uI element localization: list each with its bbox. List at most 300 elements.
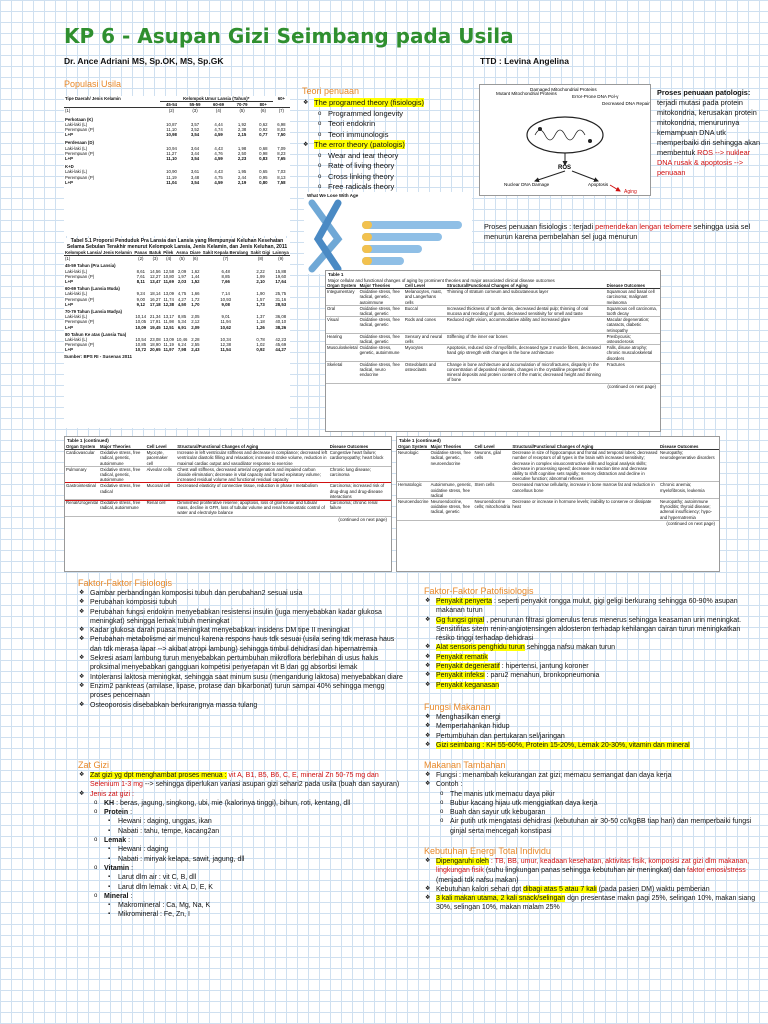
table1-col: 80+ bbox=[254, 102, 273, 108]
table2-cell: 4,75 bbox=[177, 291, 187, 297]
mineral-sub: ▪ Mikromineral : Fe, Zn, I bbox=[118, 910, 406, 919]
table2-cell: 4,50 bbox=[177, 301, 187, 307]
aging-cell: Decreased marrow cellularity, increase in bone marrow fat and reduction in cancellous bone bbox=[512, 482, 655, 493]
table2-source: Sumber: BPS RI - Susenas 2011 bbox=[64, 353, 133, 359]
table1-index: (2) bbox=[168, 108, 175, 114]
table2-cell: 1,02 bbox=[256, 342, 265, 348]
faktor-fisiologis-heading: Faktor-Faktor Fisiologis bbox=[78, 578, 173, 588]
table2-cell: 2,28 bbox=[191, 337, 200, 343]
patofisiologis-item bbox=[436, 662, 758, 671]
table2-cell: 2,05 bbox=[191, 314, 200, 320]
theory-item: o Teori immunologis bbox=[328, 130, 474, 141]
fisiologis-item: ❖ Gambar perbandingan komposisi tubuh dan perubahan2 sesuai usia bbox=[90, 589, 406, 598]
aging-cell: Hearing bbox=[327, 333, 343, 339]
patofisiologis-text: : hipertensi, jantung koroner bbox=[501, 663, 589, 671]
telomere-figure-caption: What We Lose With Age bbox=[307, 193, 359, 198]
aging-cell: Neuropathy; neurodegenerative disorders bbox=[659, 450, 715, 461]
table1-cell: 2,38 bbox=[237, 127, 247, 133]
table2-col: Lainnya bbox=[272, 250, 289, 255]
error-theory-label: The error theory (patologis) bbox=[314, 140, 405, 149]
table2-col: Sakit Gigi bbox=[250, 250, 271, 255]
table-row bbox=[65, 450, 391, 467]
table1-index: (4) bbox=[215, 108, 222, 114]
table2-cell: 2,09 bbox=[191, 324, 200, 330]
table1-cell: 3,44 bbox=[190, 150, 200, 156]
kebutuhan-item-3 bbox=[436, 894, 758, 913]
aging-cell: Oxidative stress, free radical, genetic, autoimmune bbox=[100, 466, 141, 483]
table2-cell: 1,90 bbox=[256, 291, 265, 297]
table1-cell: 0,65 bbox=[259, 169, 268, 175]
patofisiologis-item bbox=[436, 671, 758, 680]
table2-cell: Laki-laki (L) bbox=[65, 337, 88, 343]
table1-cell: 3,54 bbox=[190, 132, 200, 138]
signature-line: TTD : Levina Angelina bbox=[480, 56, 569, 66]
table2-cell: 10,14 bbox=[135, 314, 147, 320]
table2-group: 45-59 Tahun (Pra Lansia) bbox=[65, 263, 116, 269]
aging-cell: Mucosal cell bbox=[146, 483, 171, 489]
patofisiologis-text: , penurunan filtrasi glomerulus terus menerus sehingga keasaman urin meningkat. Sensitifitas sitem renin-angiotensingen aldosteron terhadap kehilangan cairan turun meningkatkan resiko tinggi terhadap dehidrasi bbox=[436, 616, 742, 643]
table2-cell: 1,26 bbox=[256, 324, 265, 330]
table-row bbox=[326, 333, 660, 344]
table2-cell: 1,66 bbox=[191, 291, 200, 297]
table1-cell: 2,23 bbox=[237, 156, 247, 162]
table1-cell: 3,52 bbox=[190, 127, 200, 133]
page-title: KP 6 - Asupan Gizi Seimbang pada Usila bbox=[64, 24, 514, 48]
table1-index: (7) bbox=[278, 108, 284, 114]
table1-group: Perkotaan (K) bbox=[65, 116, 93, 122]
table1-cell: 0,92 bbox=[259, 127, 268, 133]
faktor-fisiologis-section bbox=[78, 578, 406, 710]
table2-cell: 1,97 bbox=[177, 273, 187, 279]
table-row bbox=[64, 180, 290, 185]
table2-group: 60-69 Tahun (Lansia Muda) bbox=[65, 286, 120, 292]
kebutuhan-heading: Kebutuhan Energi Total Individu bbox=[424, 846, 551, 856]
kebutuhan-item2-hl: dibagi atas 5 atau 7 kali bbox=[523, 885, 597, 893]
table2-cell: 11,74 bbox=[163, 296, 174, 302]
aging-changes-table bbox=[325, 270, 661, 432]
table1-cell: Perempuan (P) bbox=[65, 150, 95, 156]
kebutuhan-item1-post: (menjadi tdk nafsu makan) bbox=[436, 876, 519, 884]
patofisiologis-item bbox=[436, 681, 758, 690]
aging-cell: Neuroendocrine bbox=[398, 499, 429, 505]
physiologic-note-red: pemendekan lengan telomere bbox=[595, 222, 692, 231]
aging-cell: Increased thickness of tooth dentin, decreased dental pulp; thinning of oral mucosa and receding of gums, decreased sensitivity for smell and taste bbox=[446, 305, 589, 317]
table2-cell: 13,09 bbox=[163, 291, 175, 297]
cont2-continued: (continued on next page) bbox=[666, 520, 715, 526]
aging-cell: Oxidative stress, free radical, genetic bbox=[359, 317, 400, 328]
table2-col: Diare bbox=[189, 250, 201, 255]
table1-cell: 11,10 bbox=[166, 156, 177, 162]
patofisiologis-item bbox=[436, 616, 758, 644]
table2-cell: 12,38 bbox=[163, 301, 175, 307]
table2-cell: 10,09 bbox=[135, 324, 147, 330]
ros-label-repair: Decreased DNA Repair bbox=[602, 101, 650, 106]
table2-cell: 1,52 bbox=[191, 279, 200, 285]
table1-cell: 7,03 bbox=[277, 169, 286, 175]
zat-gizi-item1-post: --> sehingga diperlukan variasi asupan gizi sehari2 pada usila (buah dan sayuran) bbox=[144, 781, 400, 789]
fisiologis-item: ❖ Perubahan fungsi endokrin menyebabkan resistensi insulin (juga menyebabkan kadar glukosa meningkat) sehingga lemak tubuh meningkat bbox=[90, 608, 406, 627]
table1-cell: 3,48 bbox=[190, 174, 200, 180]
table2-cell: 2,12 bbox=[191, 319, 200, 325]
table-row bbox=[326, 317, 660, 334]
table2-cell: 10,46 bbox=[176, 337, 188, 343]
aging-cell: Chronic lung disease; carcinoma bbox=[329, 466, 372, 478]
table2-cell: Laki-laki (L) bbox=[65, 314, 88, 320]
aging-table-subtitle: Major cellular and functional changes of aging by prominent theories and major associated clinical disease outcomes bbox=[328, 278, 555, 283]
aging-cell: Oral bbox=[327, 305, 336, 311]
aging-col: Organ System bbox=[326, 283, 359, 289]
makanan-tambahan-section bbox=[424, 760, 758, 836]
table1-cell: Laki-laki (L) bbox=[65, 121, 88, 127]
fisiologis-item: ❖ Perubahan komposisi tubuh bbox=[90, 598, 406, 607]
vitamin-sub: ▪ Larut dlm lemak : vit A, D, E, K bbox=[118, 883, 406, 892]
table2-cell: 2,09 bbox=[177, 268, 187, 274]
aging-cell: Chest wall stiffness, decreased arterial oxygenation and impaired carbon dioxide elimination; decrease in vital capacity and forced expiratory volume; increased residual volume and functional residual capacity bbox=[177, 466, 321, 483]
patofisiologis-highlight: Alat sensoris penghidu turun bbox=[436, 644, 525, 652]
aging-col: Cell Level bbox=[146, 444, 177, 450]
table2-cell: 10,93 bbox=[220, 296, 232, 302]
ros-diagram bbox=[479, 84, 651, 196]
populasi-heading: Populasi Usila bbox=[64, 79, 122, 89]
table2-cell: 7,66 bbox=[221, 279, 230, 285]
table-row bbox=[326, 289, 660, 306]
table1-cell: 0,83 bbox=[259, 156, 268, 162]
table2-cell: 21,34 bbox=[149, 314, 161, 320]
aging-col: Cell Level bbox=[404, 283, 446, 289]
table2-index: (8) bbox=[257, 256, 264, 262]
vitamin-sub: ▪ Larut dlm air : vit C, B, dll bbox=[118, 873, 406, 882]
table1-col: 55-59 bbox=[183, 102, 207, 108]
fisiologis-item: ❖ Sekresi asam lambung turun menyebabkan pertumbuhan mikroflora berlebihan di usus halus proksimal menyebabkan gangguan kompetisi penyerapan vit B dan gg absorbsi lemak bbox=[90, 654, 406, 673]
table2-cell: 10,62 bbox=[220, 324, 232, 330]
table1-cell: 10,87 bbox=[166, 121, 177, 127]
table2-cell: 9,01 bbox=[221, 314, 230, 320]
table2-cell: 11,98 bbox=[163, 319, 174, 325]
table2-cell: 5,34 bbox=[177, 319, 187, 325]
cont2-title: Table 1 bbox=[399, 438, 415, 443]
aging-cell: Myocyte, pacemaker cell bbox=[146, 450, 168, 466]
faktor-fisiologis-list bbox=[78, 589, 406, 710]
table1-cell: 8,23 bbox=[277, 150, 286, 156]
patofisiologis-text: : paru2 menahun, bronkopneumonia bbox=[486, 672, 600, 680]
aging-cell: Alveolar cells bbox=[146, 466, 172, 472]
table1-cell: 2,19 bbox=[237, 179, 247, 185]
table1-cell: 3,61 bbox=[190, 169, 200, 175]
table2-cell: 13,17 bbox=[163, 314, 175, 320]
table2-index: (1) bbox=[65, 256, 71, 262]
makanan-tambahan-heading: Makanan Tambahan bbox=[424, 760, 506, 770]
table2-cell: 10,85 bbox=[135, 342, 147, 348]
table2-cell: 9,24 bbox=[136, 291, 145, 297]
table1-cell: Laki-laki (L) bbox=[65, 145, 88, 151]
table2-cell: 38,26 bbox=[275, 324, 287, 330]
cont1-continued: (continued on next page) bbox=[338, 516, 387, 522]
table2-cell: 1,62 bbox=[191, 268, 200, 274]
table2-cell: 4,27 bbox=[177, 296, 187, 302]
aging-cell: Congestive heart failure; cardiomyopathy; heart block bbox=[329, 450, 384, 461]
patofisiologis-highlight: Penyakit keganasan bbox=[436, 681, 500, 689]
aging-table-grid bbox=[326, 283, 660, 384]
table1-cell: 11,04 bbox=[166, 179, 177, 185]
table2-index: (9) bbox=[278, 256, 284, 262]
table2-cell: 1,57 bbox=[256, 296, 265, 302]
table2-cell: 1,72 bbox=[191, 296, 200, 302]
table1-cell: 0,62 bbox=[259, 121, 268, 127]
cont2-grid bbox=[397, 444, 719, 521]
table1-cell: 4,76 bbox=[214, 150, 223, 156]
programmed-theory bbox=[314, 98, 474, 140]
table1-cell: 1,98 bbox=[237, 145, 247, 151]
table1-index: (3) bbox=[192, 108, 198, 114]
table2-cell: 9,08 bbox=[221, 301, 230, 307]
aging-cell: Gastrointestinal bbox=[66, 483, 96, 489]
teori-heading: Teori penuaan bbox=[302, 86, 360, 96]
patofisiologis-highlight: Gg fungsi ginjal bbox=[436, 616, 485, 624]
cont2-sub: (continued) bbox=[415, 438, 441, 443]
aging-cell: Neuropathy; autoimmune thyroiditis; thyroid disease; adrenal insufficiency; hypo- and hypernatremia bbox=[659, 499, 712, 520]
table1-cell: 7,58 bbox=[277, 179, 286, 185]
table1-cell: 10,90 bbox=[166, 169, 177, 175]
table2-cell: 11,94 bbox=[220, 319, 231, 325]
table2-group: 70-79 Tahun (Lansia Madya) bbox=[65, 309, 122, 315]
faktor-patofisiologis-heading: Faktor-Faktor Patofisiologis bbox=[424, 586, 534, 596]
patofisiologis-highlight: Penyakit infeksi bbox=[436, 672, 485, 680]
table2-cell: Perempuan (P) bbox=[65, 319, 95, 325]
table2-index: (5) bbox=[179, 256, 185, 262]
table1-cell: 0,98 bbox=[259, 150, 268, 156]
contoh-item: o The manis utk memacu daya pikir bbox=[450, 790, 758, 799]
aging-table-continued-2 bbox=[396, 436, 720, 572]
gizi-seimbang-text: Gizi seimbang : KH 55-60%, Protein 15-20%, Lemak 20-30%, vitamin dan mineral bbox=[436, 741, 690, 749]
table-row bbox=[326, 305, 660, 316]
cont1-grid bbox=[65, 444, 391, 517]
table1-cell: 0,77 bbox=[259, 132, 268, 138]
error-theory bbox=[314, 140, 474, 193]
table1-cell: 2,44 bbox=[237, 174, 247, 180]
aging-cell: Presbycusis; osteosclerosis bbox=[606, 333, 634, 345]
kebutuhan-item1-red2: faktor emosi/stress bbox=[687, 867, 746, 875]
aging-col: Organ System bbox=[65, 444, 99, 450]
table1-cell: 11,27 bbox=[166, 150, 177, 156]
table1-cell: Laki-laki (L) bbox=[65, 169, 88, 175]
table-row bbox=[65, 466, 391, 483]
fungsi-item: ❖ Pertumbuhan dan pertukaran sel/jaringan bbox=[436, 732, 758, 741]
fisiologis-item: ❖ Perubahan metabolisme air muncul karena respons haus tdk sesuai (usila sering tdk merasa haus dan tdk merasa lapar --> akibat atropi lambung) sehingga timbul dehidrasi dan hipernatremia bbox=[90, 635, 406, 654]
table2-cell: 6,91 bbox=[177, 324, 187, 330]
table2-cell: 8,85 bbox=[221, 273, 230, 279]
mineral-item: o Mineral : ▪ Makromineral : Ca, Mg, Na, K ▪ Mikromineral : Fe, Zn, I bbox=[104, 892, 406, 920]
aging-col: Disease Outcomes bbox=[606, 283, 660, 289]
table1-cell: 7,09 bbox=[277, 145, 286, 151]
table1-cell: 11,10 bbox=[166, 127, 177, 133]
table1-cell: 3,54 bbox=[190, 179, 200, 185]
kh-item bbox=[104, 799, 406, 808]
lemak-sub: ▪ Hewani : daging bbox=[118, 845, 406, 854]
table2-cell: 10,05 bbox=[135, 319, 147, 325]
theory-item: o Cross linking theory bbox=[328, 172, 474, 183]
aging-cell: Pulmonary bbox=[66, 466, 87, 472]
table2-cell: 23,08 bbox=[149, 337, 161, 343]
aging-col: Organ System bbox=[397, 444, 430, 450]
table2-cell: 12,38 bbox=[220, 342, 232, 348]
vitamin-label: Vitamin bbox=[104, 864, 130, 872]
table2-cell: 2,55 bbox=[191, 342, 200, 348]
aging-cell: Squamous cell carcinoma, tooth decay bbox=[606, 305, 657, 317]
table2-cell: 13,47 bbox=[149, 279, 161, 285]
kebutuhan-item2-post: (pada pasien DM) waktu pemberian bbox=[598, 885, 710, 893]
table2-cell: 11,69 bbox=[163, 279, 174, 285]
table2-cell: 36,08 bbox=[275, 314, 287, 320]
ros-label-apoptosis: Apoptosis bbox=[588, 182, 609, 187]
table1-cell: 4,74 bbox=[214, 127, 223, 133]
table1-cell: L+P bbox=[65, 179, 73, 185]
table2-cell: 10,54 bbox=[135, 337, 147, 343]
gizi-seimbang-item bbox=[436, 741, 758, 750]
table-row bbox=[397, 482, 719, 499]
aging-table-title: Table 1 bbox=[328, 272, 344, 277]
table2-cell: 12,27 bbox=[149, 273, 161, 279]
aging-cell: Buccal bbox=[404, 305, 418, 311]
aging-cell: Autoimmune, genetic, oxidative stress, free radical bbox=[430, 482, 473, 498]
aging-cell: Oxidative stress, free radical, genetic, neuroendocrine bbox=[430, 450, 471, 466]
table2-cell: 42,23 bbox=[275, 337, 287, 343]
table2-cell: 17,64 bbox=[275, 279, 287, 285]
table2-cell: L+P bbox=[65, 301, 73, 307]
aging-col: Major Theories bbox=[359, 283, 404, 289]
aging-cell: Neurons, glial cells bbox=[474, 450, 501, 461]
aging-cell: Apoptosis, reduced size of myofibrils, decreased type 2 muscle fibers, decreased hand grip strength with changes in the bone architecture bbox=[446, 345, 601, 356]
table1-cell: 10,98 bbox=[166, 132, 177, 138]
table1-cell: 6,98 bbox=[277, 121, 286, 127]
table2-cell: 2,22 bbox=[256, 268, 265, 274]
complaint-table-figure bbox=[64, 238, 290, 428]
table2-cell: 20,65 bbox=[149, 347, 161, 353]
table-row bbox=[65, 483, 391, 500]
aging-cell: Oxidative stress, genetic, autoimmune bbox=[359, 345, 400, 356]
ros-label-damaged: Damaged Mitochondrial Proteins bbox=[530, 87, 597, 92]
table1-cell: Perempuan (P) bbox=[65, 127, 95, 133]
table1-cell: 10,94 bbox=[166, 145, 177, 151]
teori-section bbox=[302, 86, 474, 193]
lemak-label: Lemak bbox=[104, 837, 127, 845]
table2-col: Batuk bbox=[149, 250, 162, 255]
zat-gizi-item2-label: Jenis zat gizi : bbox=[90, 790, 134, 798]
aging-cell: Squamous and basal cell carcinoma; malignant melanoma bbox=[606, 289, 655, 305]
contoh-item: o Bubur kacang hijau utk menggiatkan daya kerja bbox=[450, 799, 758, 808]
ros-label-mutant: Mutant Mitochondrial Proteins bbox=[496, 91, 557, 96]
kh-text: : beras, jagung, singkong, ubi, mie (kalorinya tinggi), bihun, roti, kentang, dll bbox=[116, 799, 351, 807]
aging-cell: Change in bone architecture and accumulation of microfractures, disparity in the concentration of deposited minerals, changes in the crystalline properties of mineral deposits and protein content of the matrix; decreased height and thinning of bone bbox=[446, 361, 601, 383]
table2-cell: 9,12 bbox=[136, 301, 145, 307]
faktor-patofisiologis-section bbox=[424, 586, 758, 690]
aging-cell: Diminished proliferative reserve; apoptosis, loss of glomerular and tubular mass, decline in GFR, loss of tubular volume and renal homeostatic control of water and electrolyte balance bbox=[177, 500, 325, 516]
theory-item: o Wear and tear theory bbox=[328, 151, 474, 162]
table1-cell: 1,92 bbox=[237, 121, 247, 127]
table1-cell: 3,57 bbox=[190, 121, 200, 127]
table1-header-60plus: 60+ bbox=[273, 96, 290, 108]
aging-cell: Chronic anemia; myelofibrosis, leukemia bbox=[659, 482, 705, 493]
table2-cell: 7,98 bbox=[177, 347, 187, 353]
table1-cell: 7,50 bbox=[277, 132, 286, 138]
patofisiologis-text: : seperti penyakit rongga mulut, gigi geligi berkurang sehingga 60-90% asupan makanan turun bbox=[436, 598, 738, 615]
theory-item: o Teori endokrin bbox=[328, 119, 474, 130]
kebutuhan-section bbox=[424, 846, 758, 913]
aging-cell: Integumentary bbox=[327, 289, 355, 295]
ros-label-nuclear: Nuclear DNA Damage bbox=[504, 182, 550, 187]
table1-cell: 0,95 bbox=[259, 174, 268, 180]
table1-header-left: Tipe Daerah/ Jenis Kelamin bbox=[64, 96, 160, 108]
cont1-title: Table 1 bbox=[67, 438, 83, 443]
faktor-patofisiologis-list bbox=[424, 597, 758, 690]
aging-col: Major Theories bbox=[99, 444, 146, 450]
aging-cell: Neuroendocrine, oxidative stress, free radical, genetic bbox=[430, 499, 470, 515]
table2-cell: 7,61 bbox=[136, 273, 145, 279]
kebutuhan-item1-mid: (suhu lingkungan panas sehingga kebutuhan air meningkat) dan bbox=[485, 867, 686, 875]
table1-cell: 4,44 bbox=[214, 121, 223, 127]
patofisiologis-item bbox=[436, 643, 758, 652]
table1-index: (1) bbox=[65, 108, 71, 114]
table2-cell: 13,09 bbox=[163, 337, 175, 343]
table1-cell: 11,19 bbox=[166, 174, 177, 180]
table2-cell: 10,34 bbox=[220, 337, 232, 343]
protein-item: o Protein : ▪ Hewani : daging, unggas, ikan ▪ Nabati : tahu, tempe, kacang2an bbox=[104, 808, 406, 836]
physiologic-note-pre: Proses penuaan fisiologis : terjadi bbox=[484, 222, 594, 231]
table2-caption: Tabel 5.1 Proporsi Penduduk Pra Lansia dan Lansia yang Mempunyai Keluhan Kesehatan Selama Sebulan Terakhir menurut Kelompok Lansia, Jenis Kelamin, dan Jenis Keluhan, 2011 bbox=[66, 238, 288, 250]
fungsi-item: ❖ Mempertahankan hidup bbox=[436, 722, 758, 731]
table2-cell: 10,80 bbox=[163, 273, 175, 279]
table2-cell: 7,14 bbox=[221, 291, 230, 297]
table2-cell: 2,43 bbox=[191, 347, 200, 353]
table2-cell: 6,24 bbox=[177, 342, 187, 348]
kebutuhan-item2-pre: Kebutuhan kalori sehari dpt bbox=[436, 885, 522, 893]
table2-cell: 14,56 bbox=[149, 268, 161, 274]
aging-cell: Decrease in size of hippocampus and frontal and temporal lobes; decreased number of receptors of all types in the brain with increased sensitivity; decrease in complex visuoconstructive skills and logical analysis skills; decrease in processing speed; decrease in reaction time and decrease ability to shift cognitive sets rapidly; memory distraction and decline in executive function; abnormal reflexes bbox=[512, 450, 658, 482]
table1-cell: 0,68 bbox=[259, 145, 268, 151]
table1-index: (5) bbox=[239, 108, 245, 114]
theory-item: o Rate of living theory bbox=[328, 161, 474, 172]
table1-cell: 4,59 bbox=[214, 179, 223, 185]
table1-col: 70-79 bbox=[230, 102, 254, 108]
aging-cell: Falls, disuse atrophy; chronic musculoskeletal disorders bbox=[606, 345, 653, 361]
kebutuhan-item-2 bbox=[436, 885, 758, 894]
aging-cell: Oxidative stress, free radical, genetic, autoimmune bbox=[100, 450, 141, 466]
aging-cell: Reduced night vision, accommodative ability and increased glare bbox=[446, 317, 571, 323]
aging-cell: Oxidative stress, free radical, autoimmune bbox=[100, 500, 141, 511]
chromosome-illustration bbox=[304, 199, 472, 273]
tambahan-contoh bbox=[436, 780, 758, 836]
table2-index: (6) bbox=[192, 256, 198, 262]
table1-cell: 8,13 bbox=[277, 174, 286, 180]
table2-col: Kelompok Lansia/ Jenis Kelamin bbox=[65, 250, 132, 255]
table2-cell: 25,75 bbox=[275, 291, 287, 297]
table1-cell: 3,64 bbox=[190, 145, 200, 151]
fungsi-makanan-heading: Fungsi Makanan bbox=[424, 702, 491, 712]
table1-cell: 7,65 bbox=[277, 156, 286, 162]
table2-cell: Perempuan (P) bbox=[65, 342, 95, 348]
table2-cell: 1,44 bbox=[191, 273, 200, 279]
author: Dr. Ance Adriani MS, Sp.OK, MS, Sp.GK bbox=[64, 56, 224, 66]
table1-col: 45-54 bbox=[160, 102, 184, 108]
aging-col: Structural/Functional Changes of Aging bbox=[176, 444, 328, 450]
aging-cell: Myocytes bbox=[404, 345, 424, 351]
aging-cell: Melanocytes, mast, and Langerhans cells bbox=[404, 289, 442, 305]
aging-cell: Visual bbox=[327, 317, 339, 323]
table2-cell: 1,18 bbox=[256, 319, 265, 325]
telomere-figure bbox=[304, 192, 472, 274]
table-row bbox=[326, 345, 660, 362]
aging-cell: Carcinoma; chronic renal failure bbox=[329, 500, 378, 511]
table2-cell: 45,69 bbox=[275, 342, 287, 348]
